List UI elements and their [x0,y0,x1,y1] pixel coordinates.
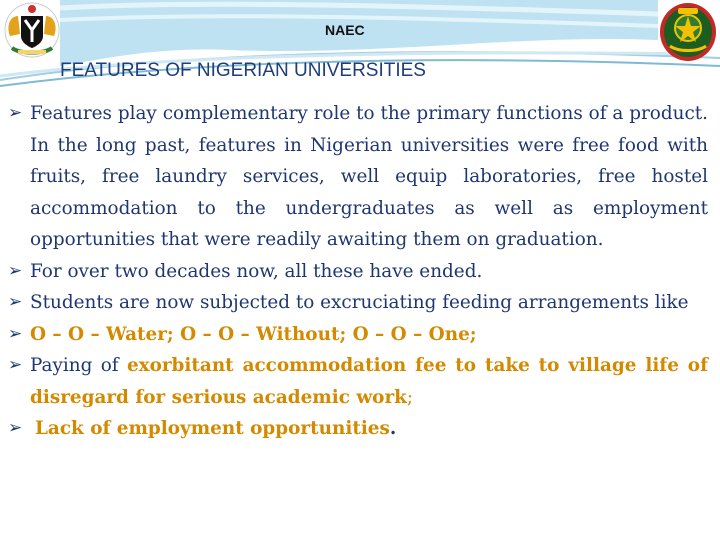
bullet-item [8,287,708,319]
bullet-text: Lack of employment opportunities [35,418,390,439]
arrow-bullet-icon: ➢ [8,323,23,344]
bullet-item [8,256,708,288]
coat-of-arms-icon [4,2,60,58]
bullet-text-lead: Paying of [30,355,127,376]
arrow-bullet-icon: ➢ [8,355,23,375]
bullet-item [8,413,708,445]
bullet-item [8,350,708,413]
bullet-text-end: . [389,418,397,439]
bullet-text: Features play complementary role to the primary functions of a product. In the long past, features in Nigerian universities were free food with fruits, free laundry services, well equip laboratories, free hostel accommodation to the undergraduates as well as employment opportunities that were readily awaiting them on graduation. [30,103,708,250]
arrow-bullet-icon: ➢ [8,103,23,123]
bullet-text-highlight: exorbitant accommodation fee to take to village life of disregard for serious academic work [30,355,708,408]
army-crest-icon [658,2,718,62]
bullet-text: O – O – Water; O – O – Without; O – O – One; [30,323,477,345]
slide-title: FEATURES OF NIGERIAN UNIVERSITIES [60,60,426,81]
arrow-bullet-icon: ➢ [8,418,23,438]
bullet-item [8,319,708,351]
bullet-item [8,98,708,256]
bullet-text: Students are now subjected to excruciating feeding arrangements like [30,292,689,313]
bullet-text: For over two decades now, all these have ended. [30,260,483,282]
arrow-bullet-icon: ➢ [8,292,23,312]
arrow-bullet-icon: ➢ [8,260,23,281]
org-name: NAEC [325,22,365,38]
bullet-list [8,98,708,445]
bullet-text-end: ; [406,386,414,408]
